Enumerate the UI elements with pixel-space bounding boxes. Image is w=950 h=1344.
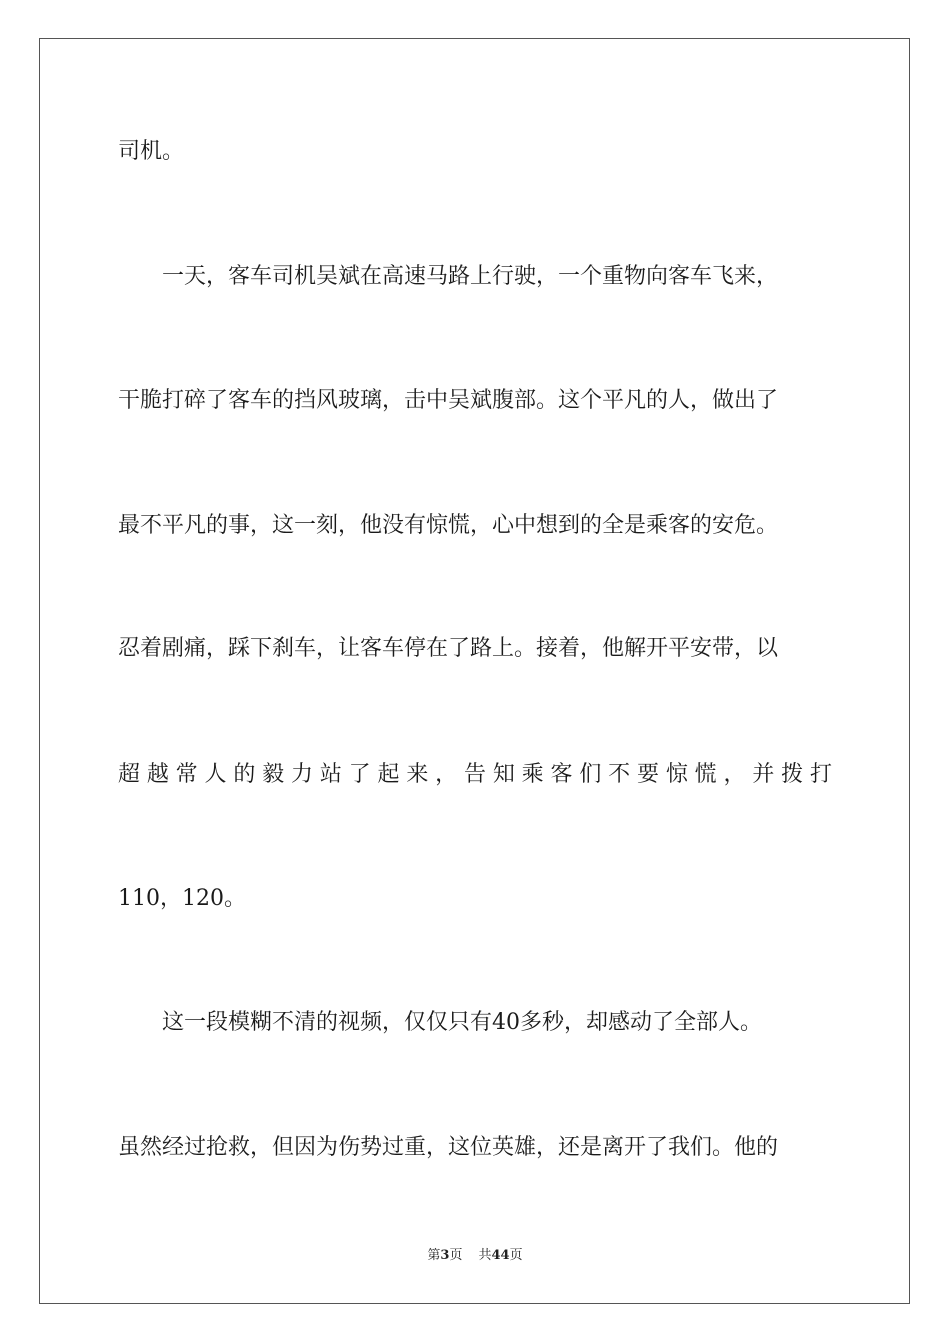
total-suffix: 页 — [509, 1248, 523, 1263]
page-border — [39, 38, 910, 1304]
paragraph-line: 虽然经过抢救，但因为伤势过重，这位英雄，还是离开了我们。他的 — [118, 1135, 779, 1160]
paragraph-line: 超越常人的毅力站了起来，告知乘客们不要惊慌，并拨打 — [118, 762, 832, 787]
page-prefix: 第 — [427, 1248, 441, 1263]
page-footer — [0, 1246, 950, 1266]
paragraph-line: 司机。 — [118, 139, 185, 164]
total-prefix: 共 — [478, 1248, 492, 1263]
paragraph-line: 一天，客车司机吴斌在高速马路上行驶，一个重物向客车飞来， — [118, 264, 779, 289]
paragraph-line: 干脆打碎了客车的挡风玻璃，击中吴斌腹部。这个平凡的人，做出了 — [118, 388, 779, 413]
paragraph-line: 忍着剧痛，踩下刹车，让客车停在了路上。接着，他解开平安带，以 — [118, 636, 779, 661]
paragraph-line: 这一段模糊不清的视频，仅仅只有40多秒，却感动了全部人。 — [118, 1010, 762, 1035]
paragraph-line: 最不平凡的事，这一刻，他没有惊慌，心中想到的全是乘客的安危。 — [118, 513, 779, 538]
page-suffix: 页 — [449, 1248, 463, 1263]
total-pages: 44 — [491, 1248, 510, 1263]
paragraph-line: 110，120。 — [118, 886, 246, 911]
page-number: 3 — [440, 1248, 450, 1263]
